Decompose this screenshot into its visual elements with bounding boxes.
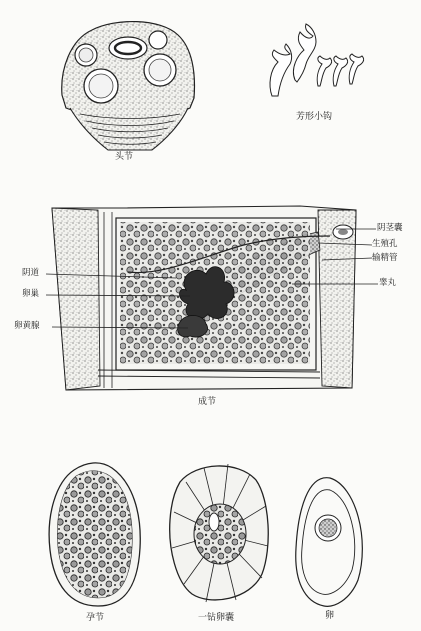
caption-gravid-segment: 孕节: [86, 613, 105, 623]
label-vas-deferens: 输精管: [372, 253, 398, 263]
label-testis: 睾丸: [379, 278, 397, 288]
caption-hooks: 芳形小钩: [296, 112, 333, 122]
scolex-drawing: [62, 22, 195, 150]
caption-scolex: 头节: [115, 152, 134, 162]
label-cirrus-sac: 阴茎囊: [377, 223, 403, 233]
mature-segment-drawing: [46, 206, 378, 390]
caption-onchosphere: 一钻卵囊: [198, 613, 235, 623]
caption-mature-segment: 成节: [198, 397, 217, 407]
caption-egg: 卵: [325, 611, 335, 621]
onchosphere-drawing: [170, 464, 269, 602]
gravid-segment-drawing: [49, 463, 140, 606]
label-vitelline-gland: 卵黄腺: [14, 321, 40, 331]
label-vagina: 阴道: [22, 268, 40, 278]
label-ovary: 卵巢: [22, 289, 40, 299]
egg-drawing: [296, 478, 363, 607]
label-genital-pore: 生殖孔: [372, 239, 398, 249]
hooks-drawing: [270, 24, 364, 96]
